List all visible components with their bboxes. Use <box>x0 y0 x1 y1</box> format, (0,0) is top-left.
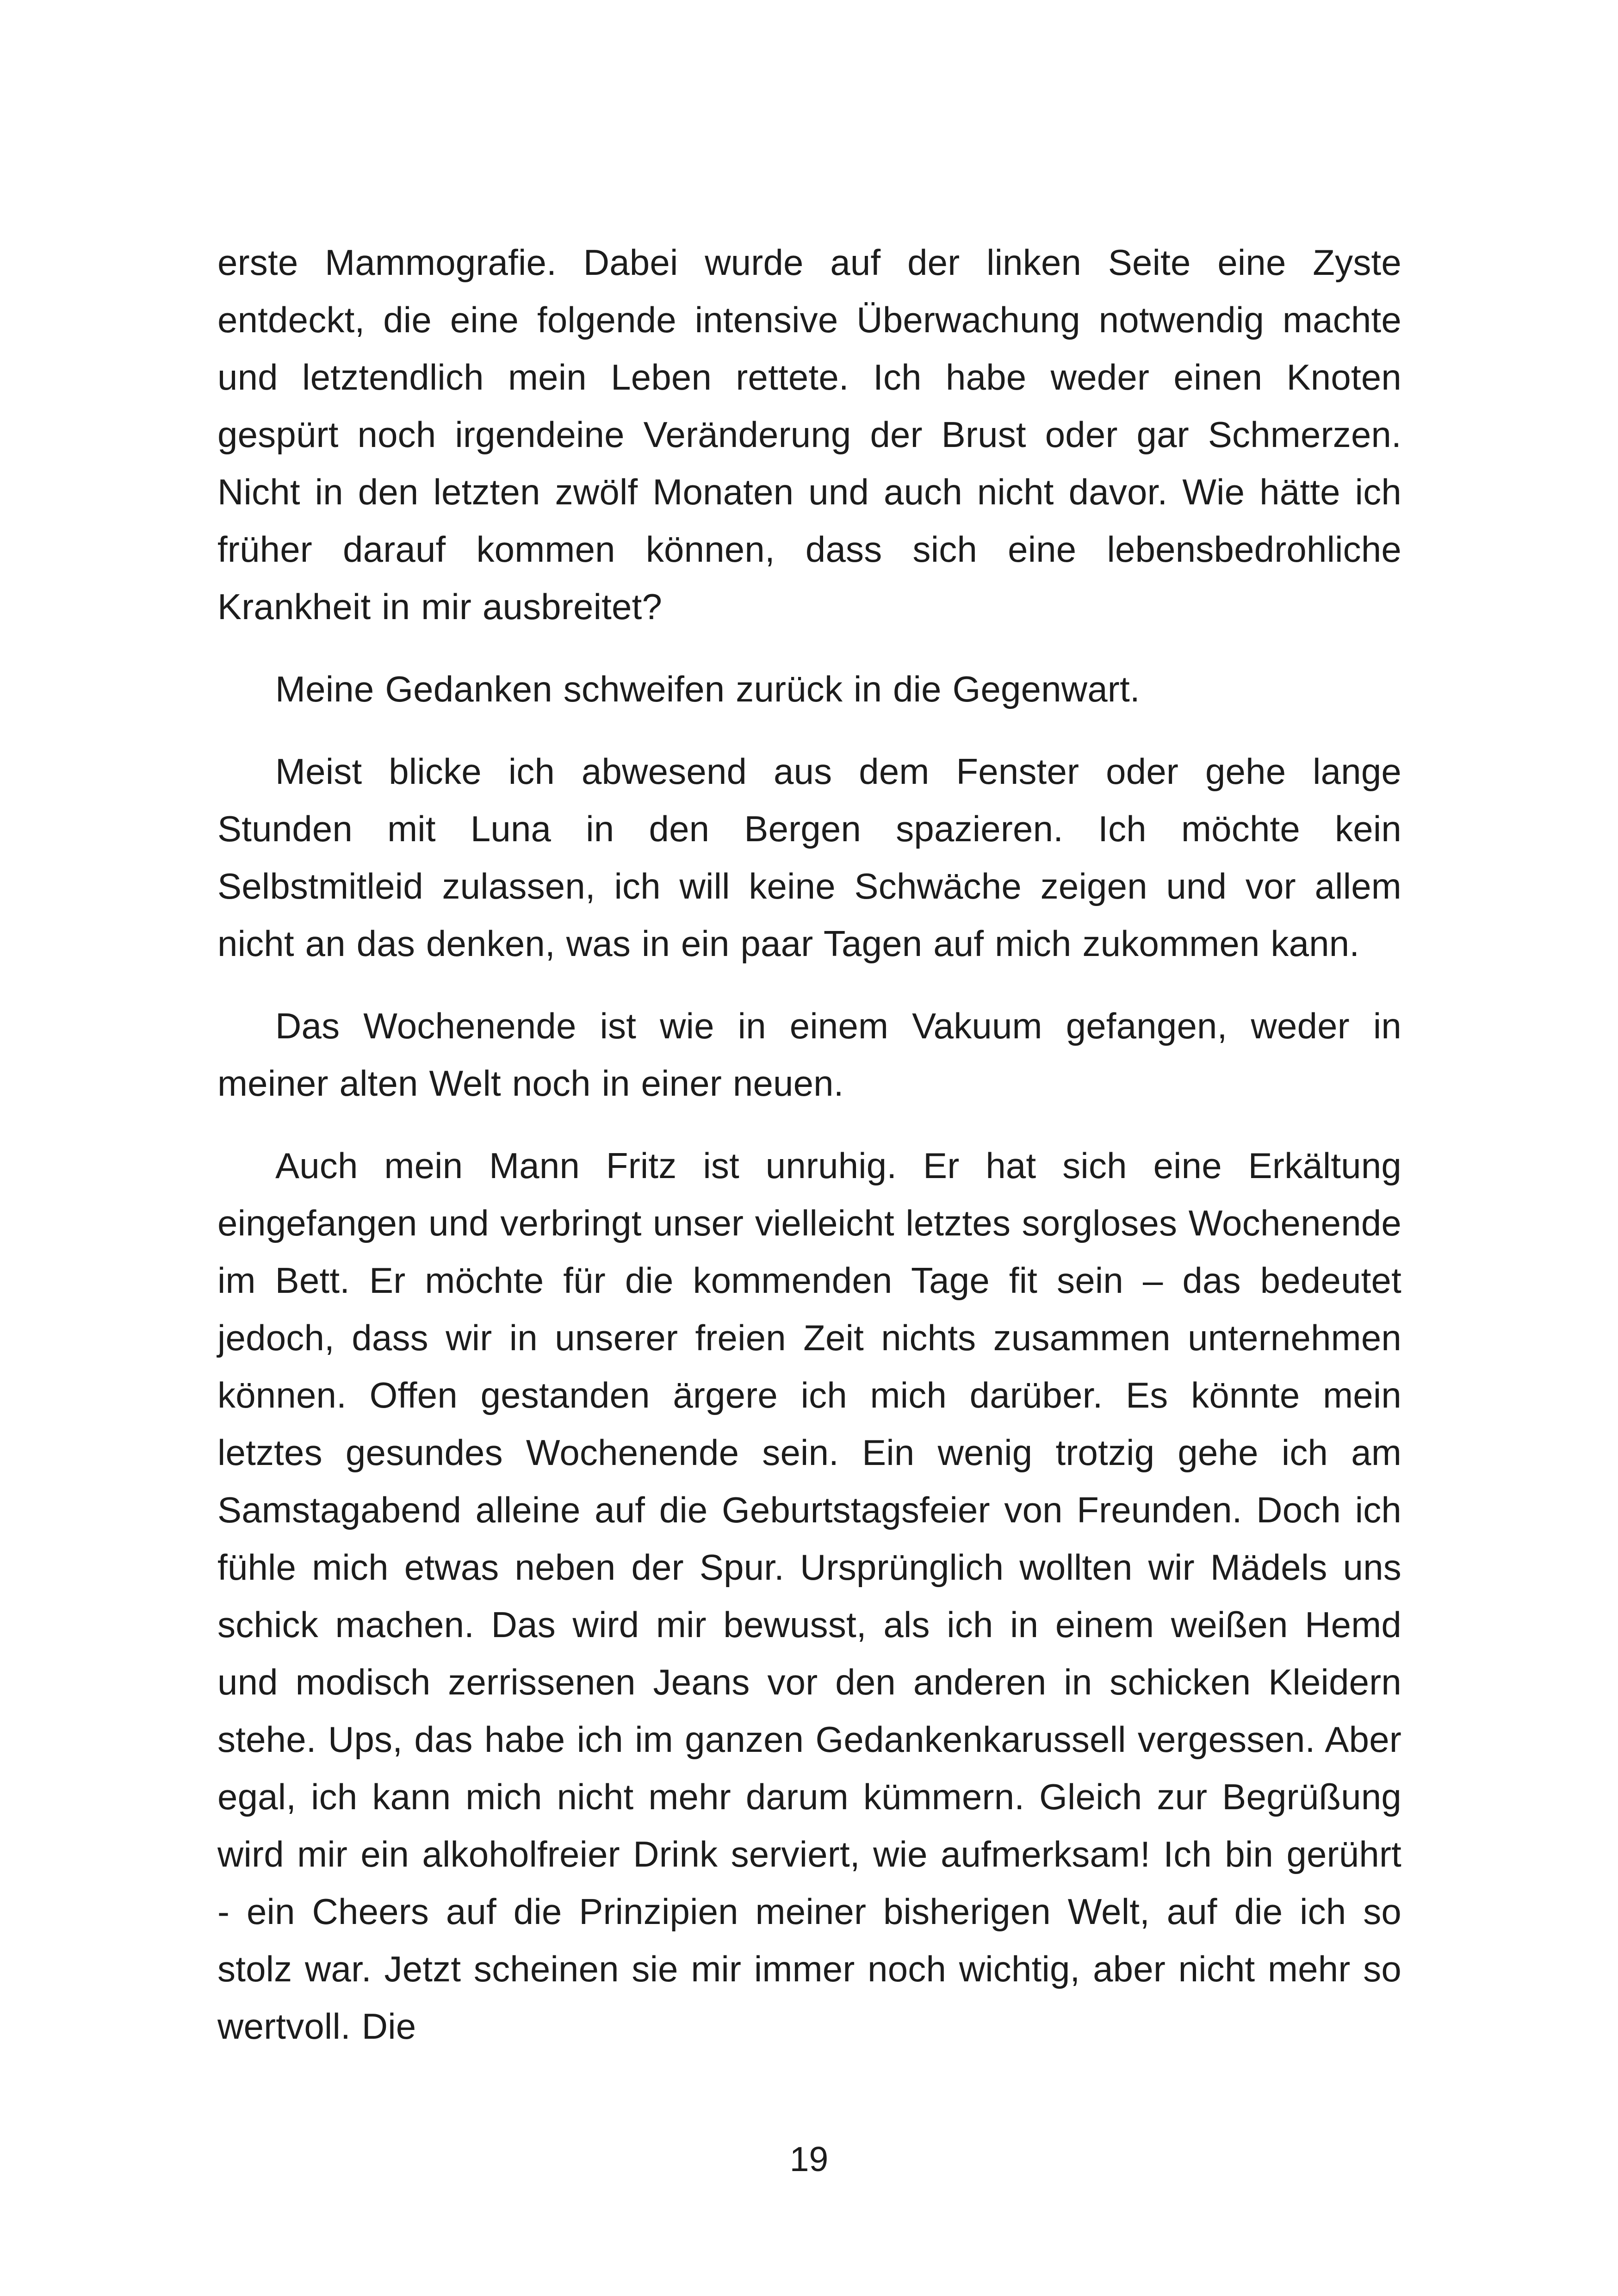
text-block <box>217 234 1401 2080</box>
paragraph: Meist blicke ich abwesend aus dem Fenster oder gehe lange Stunden mit Luna in den Bergen spazieren. Ich möchte kein Selbstmitleid zulassen, ich will keine Schwäche zeigen und vor allem nicht an das denken, was in ein paar Tagen auf mich zukommen kann. <box>217 751 1401 964</box>
paragraph: Das Wochenende ist wie in einem Vakuum gefangen, weder in meiner alten Welt noch in einer neuen. <box>217 1005 1401 1104</box>
page-number: 19 <box>789 2140 829 2178</box>
paragraph: erste Mammografie. Dabei wurde auf der linken Seite eine Zyste entdeckt, die eine folgende intensive Überwachung notwendig machte und letztendlich mein Leben rettete. Ich habe weder einen Knoten gespürt noch irgendeine Veränderung der Brust oder gar Schmerzen. Nicht in den letzten zwölf Monaten und auch nicht davor. Wie hätte ich früher darauf kommen können, dass sich eine lebensbedrohliche Krankheit in mir ausbreitet? <box>217 242 1401 627</box>
paragraph: Meine Gedanken schweifen zurück in die Gegenwart. <box>275 669 1140 709</box>
paragraph: Auch mein Mann Fritz ist unruhig. Er hat sich eine Erkältung eingefangen und verbringt unser vielleicht letztes sorgloses Wochenende im Bett. Er möchte für die kommenden Tage fit sein – das bedeutet jedoch, dass wir in unserer freien Zeit nichts zusammen unternehmen können. Offen gestanden ärgere ich mich darüber. Es könnte mein letztes gesundes Wochenende sein. Ein wenig trotzig gehe ich am Samstagabend alleine auf die Geburtstagsfeier von Freunden. Doch ich fühle mich etwas neben der Spur. Ursprünglich wollten wir Mädels uns schick machen. Das wird mir bewusst, als ich in einem weißen Hemd und modisch zerrissenen Jeans vor den anderen in schicken Kleidern stehe. Ups, das habe ich im ganzen Gedankenkarussell vergessen. Aber egal, ich kann mich nicht mehr darum kümmern. Gleich zur Begrüßung wird mir ein alkoholfreier Drink serviert, wie aufmerksam! Ich bin gerührt - ein Cheers auf die Prinzipien meiner bisherigen Welt, auf die ich so stolz war. Jetzt scheinen sie mir immer noch wichtig, aber nicht mehr so wertvoll. Die <box>217 1145 1401 2047</box>
